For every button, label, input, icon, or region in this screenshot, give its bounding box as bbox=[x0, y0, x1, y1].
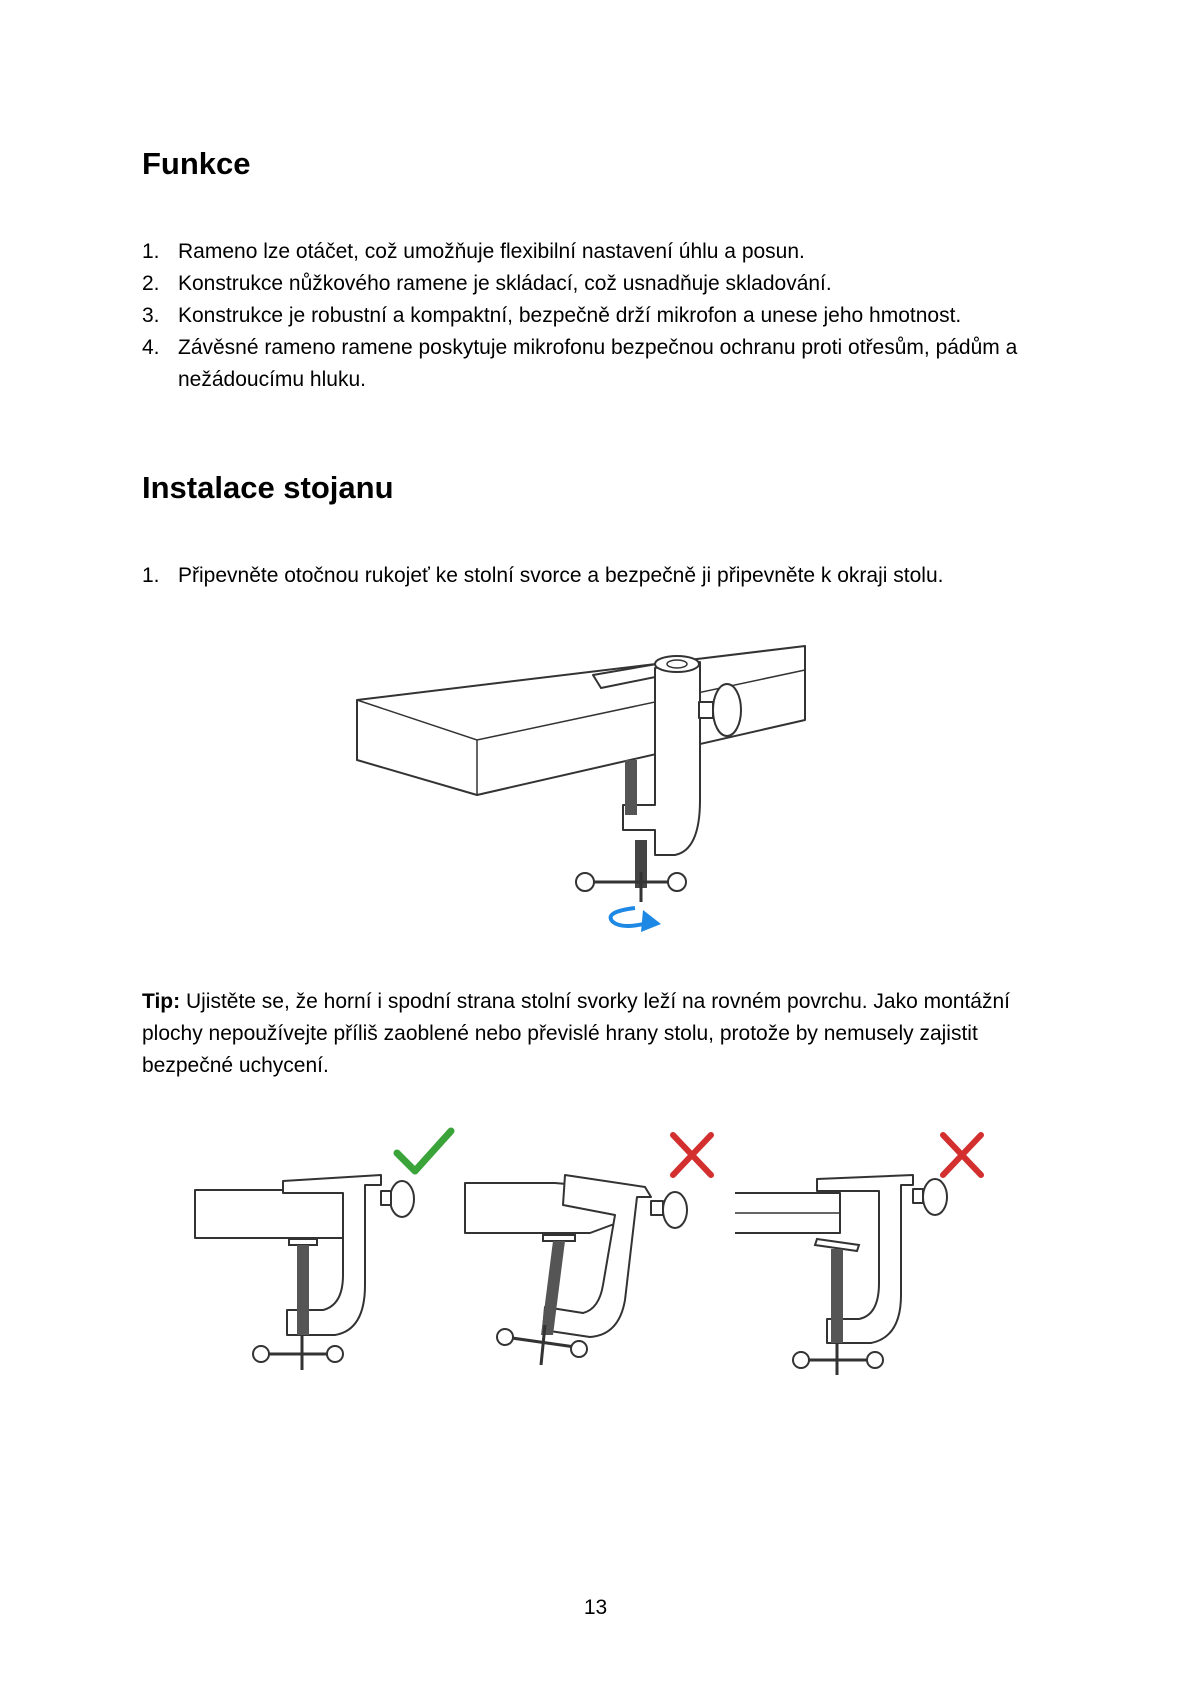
clamp-example-rounded-edge bbox=[465, 1125, 725, 1380]
list-item: 1. Rameno lze otáčet, což umožňuje flexibilní nastavení úhlu a posun. bbox=[142, 240, 805, 263]
cross-icon bbox=[673, 1135, 711, 1175]
clamp-example-overhang bbox=[735, 1125, 995, 1380]
table-clamp-illustration bbox=[355, 640, 815, 940]
tip-label: Tip: bbox=[142, 990, 181, 1013]
features-list bbox=[142, 236, 1062, 396]
list-item: 2. Konstrukce nůžkového ramene je skládací, což usnadňuje skladování. bbox=[142, 272, 832, 295]
list-item: 4. Závěsné rameno ramene poskytuje mikrofonu bezpečnou ochranu proti otřesům, pádům a nežádoucímu hluku. bbox=[142, 336, 1018, 391]
check-icon bbox=[397, 1131, 451, 1171]
cross-icon bbox=[943, 1135, 981, 1175]
install-list bbox=[142, 560, 1062, 592]
list-item: 1. Připevněte otočnou rukojeť ke stolní svorce a bezpečně ji připevněte k okraji stolu. bbox=[142, 564, 944, 587]
list-item: 3. Konstrukce je robustní a kompaktní, bezpečně drží mikrofon a unese jeho hmotnost. bbox=[142, 304, 962, 327]
clamp-example-correct bbox=[195, 1125, 455, 1380]
tip-text: Ujistěte se, že horní i spodní strana stolní svorky leží na rovném povrchu. Jako montážní plochy nepoužívejte příliš zaoblené nebo převislé hrany stolu, protože by nemusely zajistit bezpečné uchycení. bbox=[142, 990, 1010, 1077]
page-number: 13 bbox=[583, 1596, 608, 1619]
section-title-install: Instalace stojanu bbox=[142, 470, 394, 505]
section-title-features: Funkce bbox=[142, 146, 251, 181]
tip-paragraph bbox=[142, 986, 1062, 1082]
